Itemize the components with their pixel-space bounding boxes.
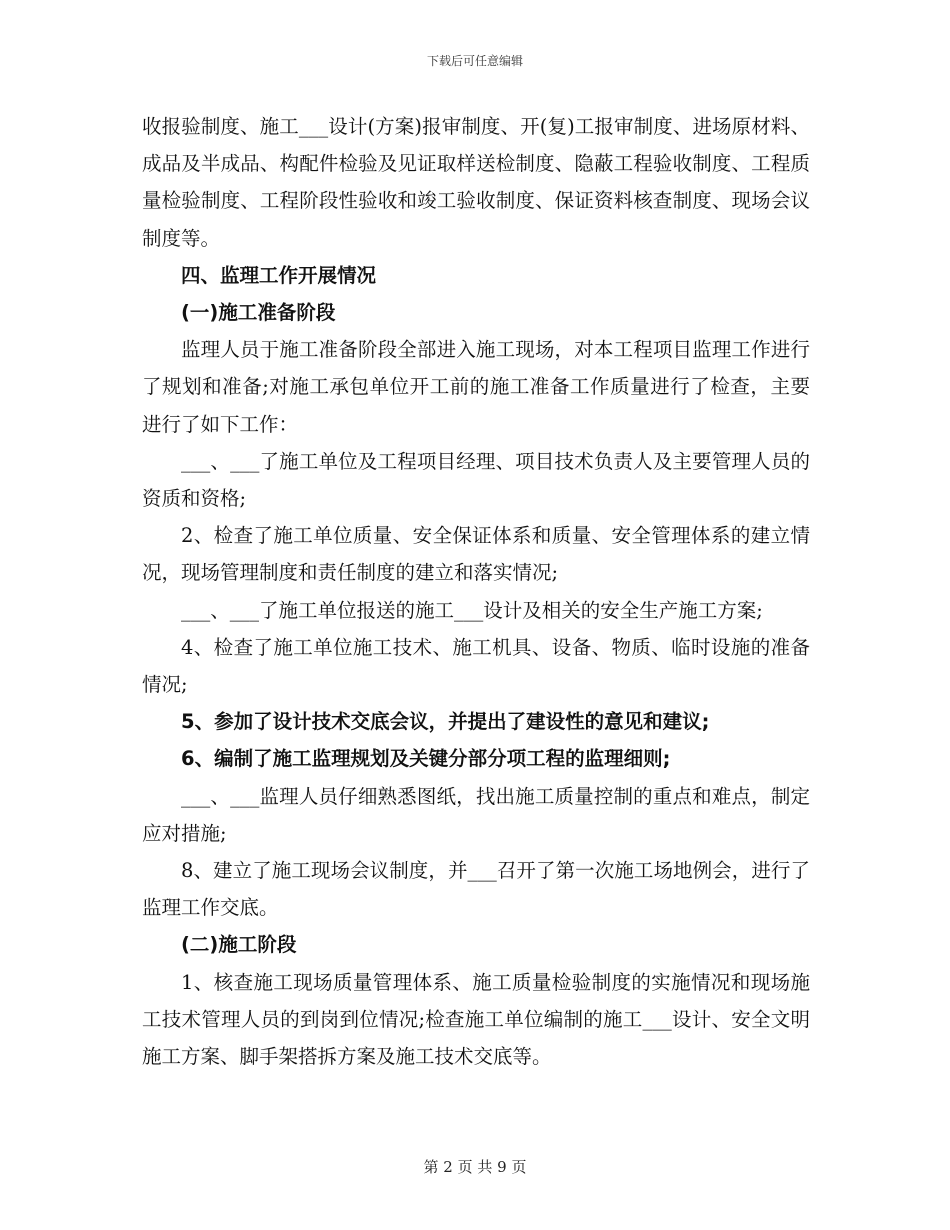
- list-item-7: ___、___监理人员仔细熟悉图纸，找出施工质量控制的重点和难点，制定应对措施;: [142, 784, 810, 845]
- list-item-1: ___、___了施工单位及工程项目经理、项目技术负责人及主要管理人员的资质和资格;: [142, 449, 810, 511]
- list-item-6: 6、编制了施工监理规划及关键分部分项工程的监理细则;: [181, 747, 671, 771]
- section-heading-supervision-work: 四、监理工作开展情况: [181, 263, 377, 287]
- page-footer-page-number: 第 2 页 共 9 页: [423, 1158, 527, 1176]
- page-header: 下载后可任意编辑: [426, 54, 523, 68]
- paragraph-preparation-intro: 监理人员于施工准备阶段全部进入施工现场，对本工程项目监理工作进行了规划和准备;对施工承包单位开工前的施工准备工作质量进行了检查，主要进行了如下工作：: [142, 338, 810, 436]
- paragraph-continued-system-list: 收报验制度、施工___设计(方案)报审制度、开(复)工报审制度、进场原材料、成品及半成品、构配件检验及见证取样送检制度、隐蔽工程验收制度、工程质量检验制度、工程阶段性验收和竣工验收制度、保证资料核查制度、现场会议制度等。: [142, 115, 810, 250]
- document-body: [142, 108, 810, 1075]
- list-item-2: 2、检查了施工单位质量、安全保证体系和质量、安全管理体系的建立情况，现场管理制度和责任制度的建立和落实情况;: [142, 524, 810, 585]
- list-item-8: 8、建立了施工现场会议制度，并___召开了第一次施工场地例会，进行了监理工作交底。: [142, 859, 810, 920]
- list-item-4: 4、检查了施工单位施工技术、施工机具、设备、物质、临时设施的准备情况;: [142, 635, 810, 697]
- list-item-5: 5、参加了设计技术交底会议，并提出了建设性的意见和建议;: [181, 710, 710, 734]
- subsection-heading-construction-stage: (二)施工阶段: [181, 933, 297, 957]
- list-item-3: ___、___了施工单位报送的施工___设计及相关的安全生产施工方案;: [181, 598, 763, 622]
- construction-list-item-1: 1、核查施工现场质量管理体系、施工质量检验制度的实施情况和现场施工技术管理人员的到岗到位情况;检查施工单位编制的施工___设计、安全文明施工方案、脚手架搭拆方案及施工技术交底等。: [142, 970, 810, 1069]
- subsection-heading-preparation-stage: (一)施工准备阶段: [181, 301, 336, 325]
